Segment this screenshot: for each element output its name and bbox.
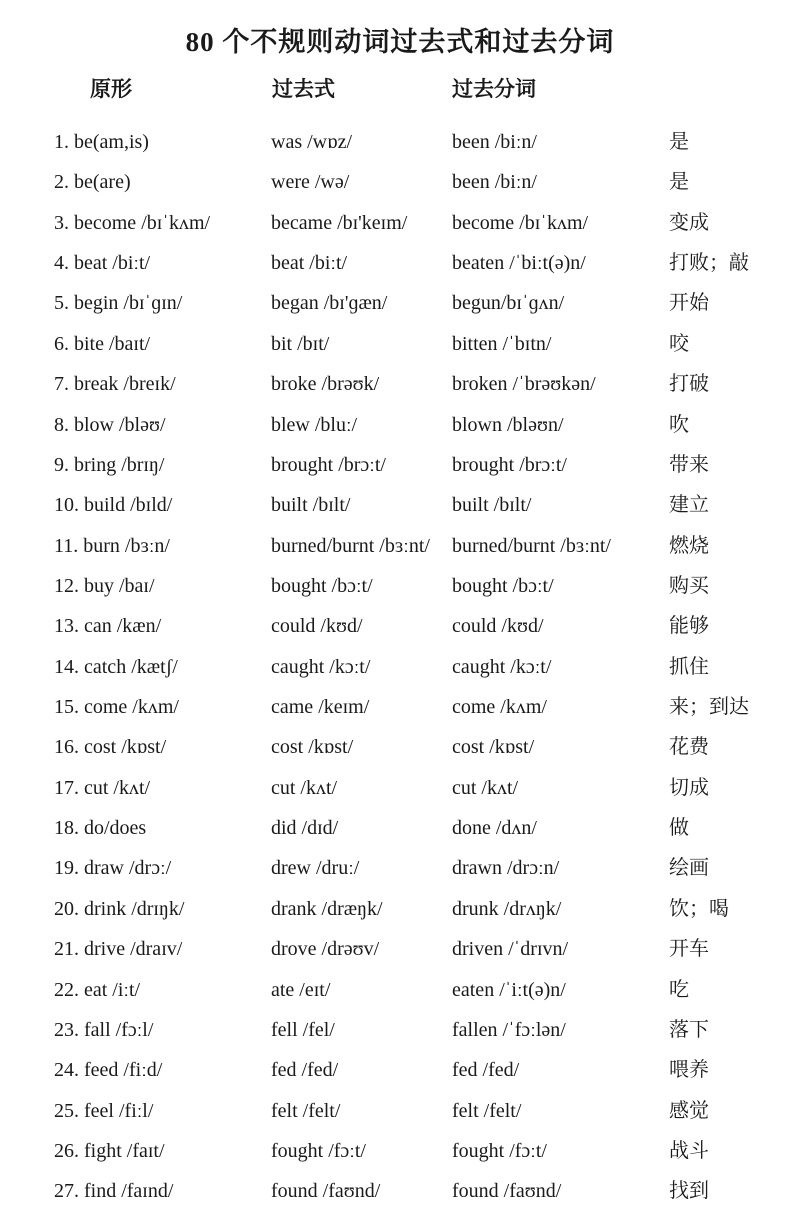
past-participle-cell: done /dʌn/ [452,817,537,840]
past-tense-cell: beat /biːt/ [271,252,348,275]
past-tense-cell: drew /druː/ [271,857,360,880]
table-row [0,526,800,566]
chinese-meaning-cell: 是 [669,131,689,153]
base-form-cell: 25. feel /fiːl/ [54,1099,154,1122]
chinese-meaning-cell: 来；到达 [669,696,749,719]
table-row [0,283,800,323]
past-participle-cell: eaten /ˈiːt(ə)n/ [452,978,566,1001]
base-form-cell: 5. begin /bɪˈɡɪn/ [54,292,183,315]
past-participle-cell: begun/bɪˈɡʌn/ [452,292,565,315]
chinese-meaning-cell: 找到 [669,1180,709,1203]
past-tense-cell: burned/burnt /bɜːnt/ [271,534,430,557]
chinese-meaning-cell: 建立 [669,494,709,517]
table-row [0,687,800,727]
chinese-meaning-cell: 做 [669,817,689,840]
chinese-meaning-cell: 战斗 [669,1139,709,1162]
table-row [0,1050,800,1090]
chinese-meaning-cell: 打破 [669,373,709,396]
chinese-meaning-cell: 吃 [669,978,689,1001]
table-row [0,485,800,525]
chinese-meaning-cell: 是 [669,171,689,194]
past-participle-cell: felt /felt/ [452,1099,522,1122]
past-participle-cell: brought /brɔːt/ [452,453,567,476]
table-row [0,970,800,1010]
base-form-cell: 14. catch /kætʃ/ [54,655,178,678]
base-form-cell: 10. build /bɪld/ [54,494,173,517]
base-form-cell: 6. bite /baɪt/ [54,332,151,355]
table-row [0,405,800,445]
chinese-meaning-cell: 感觉 [669,1099,709,1122]
past-participle-cell: driven /ˈdrɪvn/ [452,938,569,961]
header-base-form: 原形 [90,77,132,101]
past-participle-cell: built /bɪlt/ [452,494,532,517]
page-title: 80 个不规则动词过去式和过去分词 [185,27,615,57]
table-row [0,1171,800,1211]
chinese-meaning-cell: 燃烧 [669,534,709,557]
table-row [0,727,800,767]
chinese-meaning-cell: 能够 [669,615,709,638]
past-tense-cell: bought /bɔːt/ [271,574,373,597]
past-participle-cell: could /kʊd/ [452,615,544,638]
past-tense-cell: fell /fel/ [271,1018,335,1041]
past-tense-cell: blew /bluː/ [271,413,358,436]
past-participle-cell: come /kʌm/ [452,696,547,719]
table-row [0,1131,800,1171]
table-row [0,162,800,202]
base-form-cell: 3. become /bɪˈkʌm/ [54,211,211,234]
table-row [0,324,800,364]
past-tense-cell: became /bɪ'keɪm/ [271,211,408,234]
table-row [0,364,800,404]
past-participle-cell: drawn /drɔːn/ [452,857,560,880]
chinese-meaning-cell: 打败；敲 [669,252,749,275]
chinese-meaning-cell: 喂养 [669,1059,709,1082]
chinese-meaning-cell: 花费 [669,736,709,759]
past-tense-cell: bit /bɪt/ [271,332,330,355]
table-row [0,445,800,485]
table-row [0,889,800,929]
base-form-cell: 24. feed /fiːd/ [54,1059,163,1082]
base-form-cell: 2. be(are) [54,171,131,194]
table-row [0,647,800,687]
past-participle-cell: bought /bɔːt/ [452,574,554,597]
table-row [0,929,800,969]
base-form-cell: 15. come /kʌm/ [54,696,179,719]
base-form-cell: 8. blow /bləʊ/ [54,413,166,436]
past-tense-cell: fought /fɔːt/ [271,1139,366,1162]
table-row [0,566,800,606]
past-participle-cell: cut /kʌt/ [452,776,519,799]
base-form-cell: 21. drive /draɪv/ [54,938,183,961]
table-row [0,1091,800,1131]
header-past-participle: 过去分词 [452,77,536,101]
past-participle-cell: fed /fed/ [452,1059,520,1082]
base-form-cell: 26. fight /faɪt/ [54,1139,165,1162]
past-tense-cell: drove /drəʊv/ [271,938,380,961]
table-row [0,203,800,243]
past-tense-cell: broke /brəʊk/ [271,373,380,396]
chinese-meaning-cell: 切成 [669,776,709,799]
past-tense-cell: cut /kʌt/ [271,776,338,799]
column-header-row [0,72,800,106]
base-form-cell: 12. buy /baɪ/ [54,574,155,597]
past-participle-cell: caught /kɔːt/ [452,655,552,678]
past-tense-cell: found /faʊnd/ [271,1180,381,1203]
chinese-meaning-cell: 抓住 [669,655,709,678]
verb-table [0,122,800,1212]
base-form-cell: 23. fall /fɔːl/ [54,1018,154,1041]
past-tense-cell: drank /dræŋk/ [271,897,383,920]
base-form-cell: 19. draw /drɔː/ [54,857,172,880]
past-tense-cell: did /dɪd/ [271,817,339,840]
table-row [0,808,800,848]
past-tense-cell: brought /brɔːt/ [271,453,386,476]
table-row [0,1010,800,1050]
chinese-meaning-cell: 开车 [669,938,709,961]
past-participle-cell: fought /fɔːt/ [452,1139,547,1162]
base-form-cell: 4. beat /biːt/ [54,252,151,275]
past-participle-cell: found /faʊnd/ [452,1180,562,1203]
chinese-meaning-cell: 变成 [669,211,709,234]
chinese-meaning-cell: 开始 [669,292,709,315]
base-form-cell: 22. eat /iːt/ [54,978,141,1001]
past-participle-cell: bitten /ˈbɪtn/ [452,332,552,355]
past-participle-cell: been /biːn/ [452,171,537,194]
past-participle-cell: beaten /ˈbiːt(ə)n/ [452,252,586,275]
past-participle-cell: cost /kɒst/ [452,736,535,759]
chinese-meaning-cell: 吹 [669,413,689,436]
past-tense-cell: built /bɪlt/ [271,494,351,517]
past-tense-cell: came /keɪm/ [271,696,370,719]
past-tense-cell: caught /kɔːt/ [271,655,371,678]
past-participle-cell: blown /bləʊn/ [452,413,564,436]
past-tense-cell: cost /kɒst/ [271,736,354,759]
past-tense-cell: were /wə/ [271,171,350,194]
base-form-cell: 20. drink /drɪŋk/ [54,897,185,920]
past-participle-cell: broken /ˈbrəʊkən/ [452,373,596,396]
past-tense-cell: was /wɒz/ [271,131,352,153]
chinese-meaning-cell: 购买 [669,574,709,597]
table-row [0,243,800,283]
chinese-meaning-cell: 饮；喝 [669,897,729,920]
base-form-cell: 16. cost /kɒst/ [54,736,167,759]
table-row [0,606,800,646]
base-form-cell: 7. break /breɪk/ [54,373,176,396]
past-tense-cell: ate /eɪt/ [271,978,331,1001]
past-tense-cell: felt /felt/ [271,1099,341,1122]
past-tense-cell: could /kʊd/ [271,615,363,638]
chinese-meaning-cell: 落下 [669,1018,709,1041]
past-participle-cell: fallen /ˈfɔːlən/ [452,1018,566,1041]
header-past-tense: 过去式 [272,77,335,101]
chinese-meaning-cell: 带来 [669,453,709,476]
chinese-meaning-cell: 绘画 [669,857,709,880]
base-form-cell: 18. do/does [54,817,147,840]
base-form-cell: 1. be(am,is) [54,131,149,153]
base-form-cell: 27. find /faɪnd/ [54,1180,174,1203]
past-tense-cell: began /bɪ'ɡæn/ [271,292,388,315]
past-participle-cell: drunk /drʌŋk/ [452,897,562,920]
past-participle-cell: been /biːn/ [452,131,537,153]
base-form-cell: 17. cut /kʌt/ [54,776,151,799]
past-participle-cell: become /bɪˈkʌm/ [452,211,589,234]
table-row [0,122,800,162]
table-row [0,848,800,888]
table-row [0,768,800,808]
base-form-cell: 11. burn /bɜːn/ [54,534,170,557]
past-tense-cell: fed /fed/ [271,1059,339,1082]
base-form-cell: 13. can /kæn/ [54,615,162,638]
chinese-meaning-cell: 咬 [669,332,689,355]
past-participle-cell: burned/burnt /bɜːnt/ [452,534,611,557]
base-form-cell: 9. bring /brɪŋ/ [54,453,165,476]
